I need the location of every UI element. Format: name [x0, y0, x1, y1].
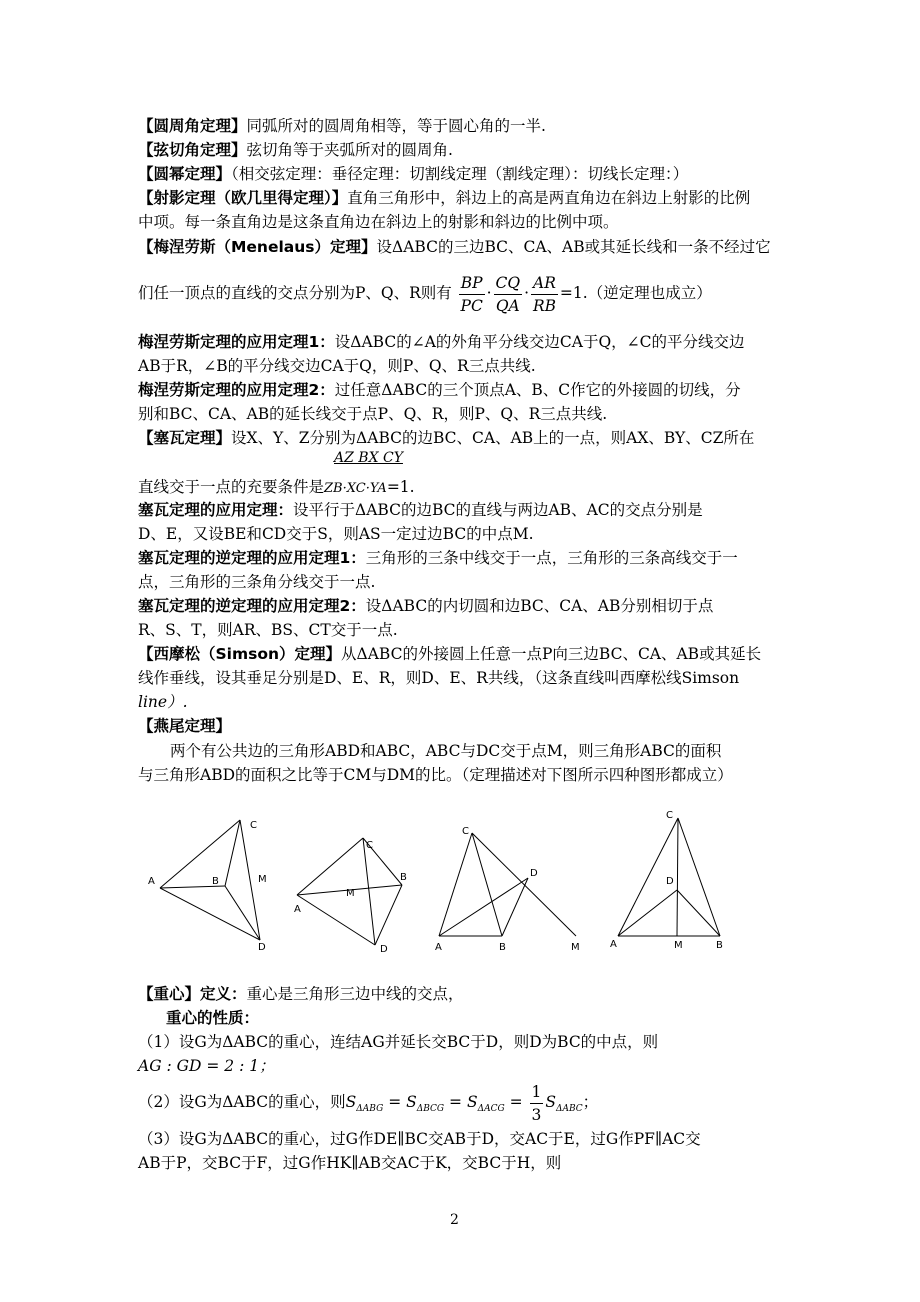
line-projection-cont	[138, 211, 798, 233]
body-text: AG : GD = 2 : 1；	[138, 1057, 275, 1075]
body-text: 从ΔABC的外接圆上任意一点P向三边BC、CA、AB或其延长	[341, 645, 762, 663]
heading: 【圆周角定理】	[138, 117, 247, 135]
body-text: 点，三角形的三条角分线交于一点.	[138, 573, 376, 591]
fig4-label-a: A	[610, 939, 617, 950]
line-ceva-app-cont	[138, 523, 798, 545]
heading: 【燕尾定理】	[138, 717, 232, 735]
heading: 【西摩松（Simson）定理】	[138, 645, 342, 663]
line-ceva-condition	[138, 476, 798, 500]
body-text: 弦切角等于夹弧所对的圆周角.	[246, 141, 453, 159]
body-text: 设ΔABC的内切圆和边BC、CA、AB分别相切于点	[365, 597, 714, 615]
math-s: S	[345, 1093, 357, 1111]
body-text: 线作垂线，设其垂足分别是D、E、R，则D、E、R共线，（这条直线叫西摩松线Simson	[138, 669, 740, 687]
line-centroid-3-cont	[138, 1152, 798, 1174]
figure-1	[160, 820, 260, 940]
body-text: line）.	[138, 693, 188, 711]
line-centroid-3	[138, 1128, 798, 1150]
body-text: D、E，又设BE和CD交于S，则AS一定过边BC的中点M.	[138, 525, 534, 543]
fig4-label-d: D	[666, 876, 674, 887]
body-text: 设ΔABC的三边BC、CA、AB或其延长线和一条不经过它	[376, 238, 771, 256]
math-s: S	[545, 1093, 556, 1111]
body-text: 三角形的三条中线交于一点，三角形的三条高线交于一	[365, 549, 738, 567]
line-simson	[138, 643, 798, 665]
line-projection	[138, 187, 798, 209]
line-menelaus-app1-cont	[138, 355, 798, 377]
body-text: 别和BC、CA、AB的延长线交于点P、Q、R，则P、Q、R三点共线.	[138, 405, 608, 423]
denominator: RB	[532, 296, 556, 315]
fraction	[459, 272, 485, 317]
figure-3	[439, 833, 576, 936]
fig3-label-a: A	[435, 942, 442, 953]
body-text: 设平行于ΔABC的边BC的直线与两边AB、AC的交点分别是	[293, 501, 703, 519]
heading: 塞瓦定理的应用定理：	[138, 501, 294, 519]
fig2-label-d: D	[380, 944, 388, 955]
math-eq: = S	[383, 1093, 417, 1111]
body-text: 过任意ΔABC的三个顶点A、B、C作它的外接圆的切线，分	[334, 381, 741, 399]
heading: 塞瓦定理的逆定理的应用定理1：	[138, 549, 366, 567]
line-menelaus-app1	[138, 331, 798, 353]
fig2-label-c: C	[366, 840, 373, 851]
line-centroid-def	[138, 983, 798, 1005]
heading: 梅涅劳斯定理的应用定理1：	[138, 333, 335, 351]
line-ceva	[138, 427, 798, 449]
body-text: （2）设G为ΔABC的重心，则	[138, 1093, 346, 1111]
denominator: 3	[531, 1105, 542, 1124]
line-menelaus-app2	[138, 379, 798, 401]
line-centroid-1-cont	[138, 1055, 798, 1077]
body-text: 重心是三角形三边中线的交点，	[246, 985, 464, 1003]
body-text: 设X、Y、Z分别为ΔABC的边BC、CA、AB上的一点，则AX、BY、CZ所在	[231, 429, 755, 447]
fig3-label-d: D	[530, 868, 538, 879]
line-ceva-app	[138, 499, 798, 521]
numerator: 1	[530, 1081, 544, 1104]
heading: 【塞瓦定理】	[138, 429, 232, 447]
line-menelaus-formula: 们任一顶点的直线的交点分别为P、Q、R则有 $\frac{BP}{PC}$ · $\frac{CQ}{QA}$ · $\frac{AR}{RB}$ =1.（逆定理也成立）	[138, 273, 712, 315]
fig1-label-m: M	[258, 874, 267, 885]
math-eq: = S	[444, 1093, 478, 1111]
fig2-label-m: M	[346, 888, 355, 899]
page-number: 2	[450, 1212, 459, 1228]
line-ceva-inverse1-cont	[138, 571, 798, 593]
line-tangent-chord	[138, 139, 798, 161]
line-inscribed-angle	[138, 115, 798, 137]
subscript: ΔACG	[477, 1104, 505, 1115]
line-menelaus-app2-cont	[138, 403, 798, 425]
fig3-label-c: C	[462, 826, 469, 837]
body-text: ；	[582, 1093, 599, 1111]
body-text: AB于P，交BC于F，过G作HK∥AB交AC于K，交BC于H，则	[138, 1154, 562, 1172]
ceva-denominators: ZB·XC·YA	[324, 481, 387, 496]
body-text: =1.	[386, 478, 415, 496]
body-text: 们任一顶点的直线的交点分别为P、Q、R则有	[138, 284, 452, 302]
body-text: 两个有公共边的三角形ABD和ABC，ABC与DC交于点M，则三角形ABC的面积	[170, 742, 722, 760]
fraction	[530, 1081, 544, 1126]
fig1-label-d: D	[258, 942, 266, 953]
fig3-label-b: B	[499, 942, 506, 953]
line-ceva-inverse1	[138, 547, 798, 569]
line-ceva-inverse2	[138, 595, 798, 617]
line-power-of-point	[138, 163, 798, 185]
numerator: BP	[459, 272, 485, 295]
line-ceva-inverse2-cont	[138, 619, 798, 641]
numerator: CQ	[494, 272, 523, 295]
body-text: 与三角形ABD的面积之比等于CM与DM的比。（定理描述对下图所示四种图形都成立）	[138, 766, 733, 784]
line-centroid-2	[138, 1080, 798, 1124]
numerator: AR	[531, 272, 558, 295]
math-eq: =	[504, 1093, 528, 1111]
heading: 【梅涅劳斯（Menelaus）定理】	[138, 238, 377, 256]
fig1-label-c: C	[250, 820, 257, 831]
line-swallowtail-body-cont	[138, 764, 798, 786]
line-centroid-props	[166, 1007, 826, 1029]
body-text: 直角三角形中，斜边上的高是两直角边在斜边上射影的比例	[347, 189, 751, 207]
fraction	[494, 272, 523, 317]
body-text: （1）设G为ΔABC的重心，连结AG并延长交BC于D，则D为BC的中点，则	[138, 1033, 659, 1051]
equation-rhs: =1	[559, 284, 583, 302]
fig1-label-b: B	[212, 876, 219, 887]
line-centroid-1	[138, 1031, 798, 1053]
swallowtail-figures	[140, 800, 760, 970]
fig3-label-m: M	[571, 942, 580, 953]
line-swallowtail-body	[170, 740, 830, 762]
body-text: .（逆定理也成立）	[582, 284, 712, 302]
fig4-label-b: B	[716, 940, 723, 951]
body-text: AB于R，∠B的平分线交边CA于Q，则P、Q、R三点共线.	[138, 357, 536, 375]
body-text: R、S、T，则AR、BS、CT交于一点.	[138, 621, 398, 639]
fig2-label-a: A	[294, 904, 301, 915]
heading: 【圆幂定理】	[138, 165, 232, 183]
subscript: ΔBCG	[416, 1104, 445, 1115]
fig4-label-c: C	[666, 810, 673, 821]
denominator: PC	[460, 296, 483, 315]
fig4-label-m: M	[674, 940, 683, 951]
line-simson-cont2	[138, 691, 798, 713]
heading: 【射影定理（欧几里得定理）】	[138, 189, 348, 207]
body-text: 中项。每一条直角边是这条直角边在斜边上的射影和斜边的比例中项。	[138, 213, 619, 231]
body-text: 同弧所对的圆周角相等，等于圆心角的一半.	[246, 117, 546, 135]
fraction	[531, 272, 558, 317]
fig1-label-a: A	[148, 876, 155, 887]
line-swallowtail	[138, 715, 798, 737]
body-text: （相交弦定理：垂径定理：切割线定理（割线定理）：切线长定理：）	[231, 165, 689, 183]
heading: 【重心】定义：	[138, 985, 247, 1003]
subscript: ΔABG	[356, 1104, 384, 1115]
heading: 梅涅劳斯定理的应用定理2：	[138, 381, 335, 399]
line-simson-cont	[138, 667, 798, 689]
subscript: ΔABC	[556, 1104, 583, 1115]
heading: 重心的性质：	[166, 1009, 260, 1027]
denominator: QA	[495, 296, 520, 315]
body-text: 直线交于一点的充要条件是	[138, 478, 325, 496]
heading: 塞瓦定理的逆定理的应用定理2：	[138, 597, 366, 615]
body-text: （3）设G为ΔABC的重心，过G作DE∥BC交AB于D，交AC于E，过G作PF∥AC交	[138, 1130, 701, 1148]
heading: 【弦切角定理】	[138, 141, 247, 159]
body-text: 设ΔABC的∠A的外角平分线交边CA于Q，∠C的平分线交边	[334, 333, 745, 351]
line-menelaus	[138, 236, 798, 258]
fig2-label-b: B	[400, 872, 407, 883]
ceva-numerators: AZ BX CY	[334, 450, 403, 466]
